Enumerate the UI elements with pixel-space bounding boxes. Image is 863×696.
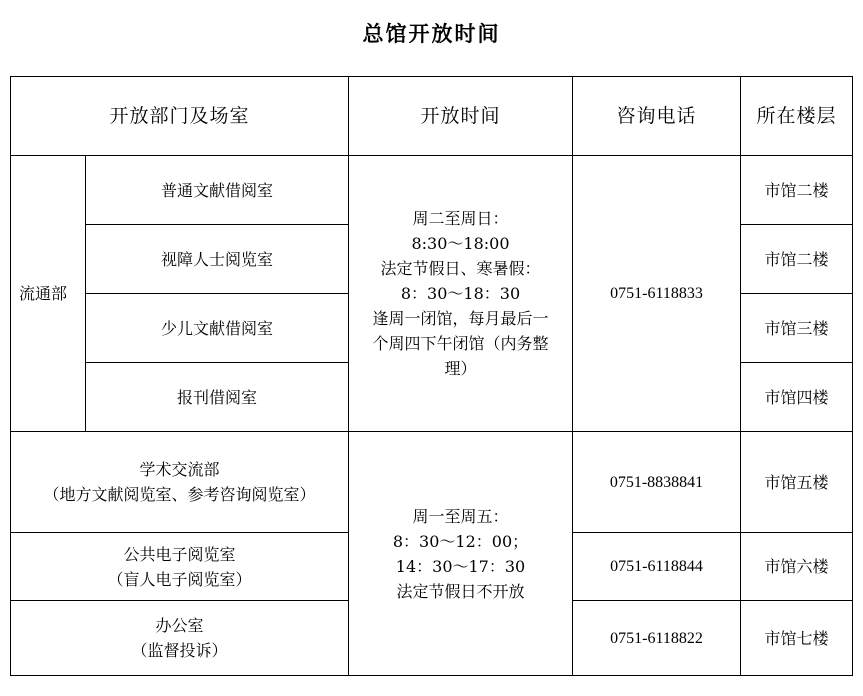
dept-name (11, 432, 349, 533)
header-phone: 咨询电话 (573, 77, 741, 156)
hours-line: 8：30～18：30 (400, 284, 521, 303)
dept-phone: 0751-6118822 (573, 601, 741, 676)
dept-floor: 市馆七楼 (741, 601, 853, 676)
dept-phone: 0751-6118844 (573, 533, 741, 601)
dept-floor: 市馆五楼 (741, 432, 853, 533)
hours-line: 8：30～12：00； (392, 531, 529, 551)
header-floor: 所在楼层 (741, 77, 853, 156)
hours-line: 个周四下午闭馆（内务整 (372, 334, 549, 353)
room-floor: 市馆二楼 (741, 156, 853, 225)
dept-name-line1: 学术交流部 (139, 460, 220, 479)
room-floor: 市馆二楼 (741, 225, 853, 294)
hours-line: 8:30～18:00 (411, 234, 510, 253)
hours-line: 理） (444, 359, 477, 378)
circulation-dept: 流通部 (11, 156, 86, 432)
room-floor: 市馆四楼 (741, 363, 853, 432)
room-name: 普通文献借阅室 (86, 156, 349, 225)
table-row (11, 156, 853, 225)
header-hours: 开放时间 (349, 77, 573, 156)
room-name: 报刊借阅室 (86, 363, 349, 432)
header-department: 开放部门及场室 (11, 77, 349, 156)
circulation-phone: 0751-6118833 (573, 156, 741, 432)
room-name: 视障人士阅览室 (86, 225, 349, 294)
dept-name-line2: （监督投诉） (131, 641, 228, 660)
hours-line: 法定节假日、寒暑假： (380, 259, 541, 278)
table-header-row (11, 77, 853, 156)
hours-line: 周二至周日： (412, 209, 509, 228)
page-title: 总馆开放时间 (362, 21, 501, 46)
dept-name-line2: （盲人电子阅览室） (107, 569, 252, 589)
dept-floor: 市馆六楼 (741, 533, 853, 601)
others-hours (349, 432, 573, 676)
dept-phone: 0751-8838841 (573, 432, 741, 533)
circulation-hours (349, 156, 573, 432)
table-row (11, 432, 853, 533)
hours-line: 14：30～17：30 (395, 556, 526, 576)
opening-hours-table (10, 76, 853, 676)
dept-name (11, 533, 349, 601)
room-floor: 市馆三楼 (741, 294, 853, 363)
dept-name-line1: 办公室 (155, 616, 204, 635)
hours-line: 周一至周五： (412, 506, 509, 526)
room-name: 少儿文献借阅室 (86, 294, 349, 363)
dept-name-line1: 公共电子阅览室 (123, 544, 236, 564)
hours-line: 法定节假日不开放 (396, 581, 525, 601)
dept-name (11, 601, 349, 676)
hours-line: 逢周一闭馆，每月最后一 (372, 309, 549, 328)
dept-name-line2: （地方文献阅览室、参考咨询阅览室） (43, 485, 316, 504)
